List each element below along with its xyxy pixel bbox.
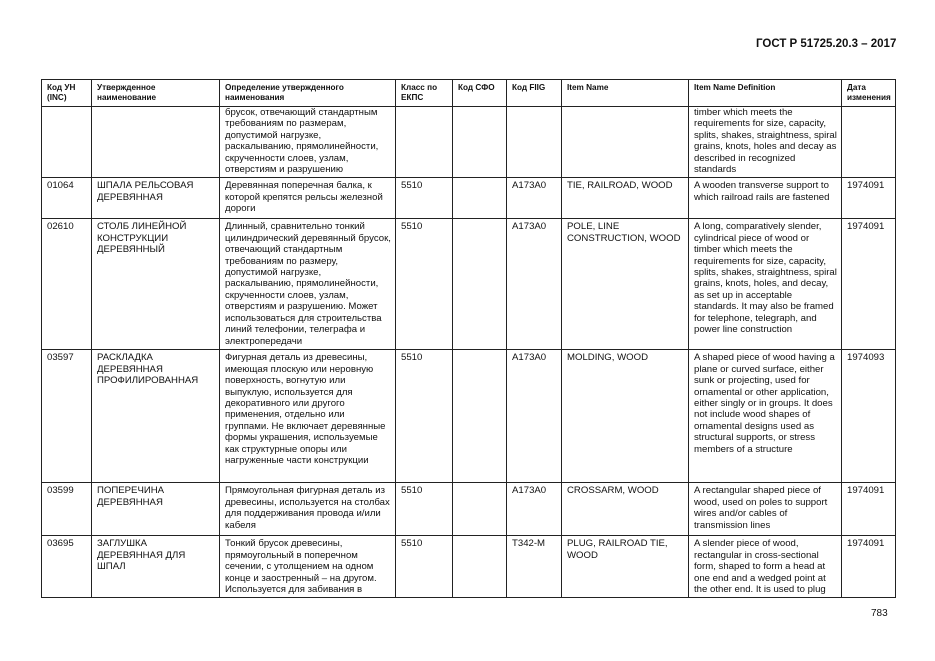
cell-definition: Тонкий брусок древесины, прямоугольный в поперечном сечении, с утолщением на одном конце и заостренный – на другом. Используется для забивания в	[220, 536, 396, 598]
cell-fiig: A173A0	[507, 178, 562, 219]
cell-inc: 01064	[42, 178, 92, 219]
cell-sfo	[453, 536, 507, 598]
cell-name: РАСКЛАДКА ДЕРЕВЯННАЯ ПРОФИЛИРОВАННАЯ	[92, 350, 220, 483]
cell-fiig: A173A0	[507, 483, 562, 536]
table-header-row	[42, 80, 896, 107]
cell-item-name: CROSSARM, WOOD	[562, 483, 689, 536]
cell-date: 1974091	[842, 536, 896, 598]
header-inc: Код УН (INC)	[42, 80, 92, 107]
cell-inc: 02610	[42, 219, 92, 350]
cell-sfo	[453, 178, 507, 219]
cell-definition: Фигурная деталь из древесины, имеющая плоскую или неровную поверхность, вогнутую или выпуклую, используется для декоративного или другого применения, отдельно или группами. Не включает деревянные формы украшения, используемые как структурные опоры или нагруженные части конструкции	[220, 350, 396, 483]
header-change-date: Дата изменения	[842, 80, 896, 107]
cell-definition: Деревянная поперечная балка, к которой крепятся рельсы железной дороги	[220, 178, 396, 219]
header-ekps-class: Класс по ЕКПС	[396, 80, 453, 107]
cell-class	[396, 107, 453, 178]
cell-class: 5510	[396, 536, 453, 598]
cell-item-definition: A shaped piece of wood having a plane or curved surface, either sunk or projecting, used for ornamental or other application, either singly or in groups. It does not include wood shapes of ornamental designs used as structural supports, or stress members of a structure	[689, 350, 842, 483]
cell-name: СТОЛБ ЛИНЕЙНОЙ КОНСТРУКЦИИ ДЕРЕВЯННЫЙ	[92, 219, 220, 350]
cell-item-definition: timber which meets the requirements for size, capacity, splits, shakes, straightness, spiral grains, knots, holes and decay as described in recognized standards	[689, 107, 842, 178]
cell-item-name	[562, 107, 689, 178]
cell-inc: 03597	[42, 350, 92, 483]
header-item-name-definition: Item Name Definition	[689, 80, 842, 107]
cell-item-name: PLUG, RAILROAD TIE, WOOD	[562, 536, 689, 598]
header-sfo-code: Код СФО	[453, 80, 507, 107]
cell-inc: 03695	[42, 536, 92, 598]
table-row	[42, 107, 896, 178]
cell-item-definition: A long, comparatively slender, cylindrical piece of wood or timber which meets the requirements for size, capacity, splits, shakes, straightness, spiral grains, knots, holes, and decay, as set up in acceptable standards. It may also be framed for telephone, telegraph, and power line construction	[689, 219, 842, 350]
cell-date: 1974091	[842, 178, 896, 219]
cell-fiig: T342-M	[507, 536, 562, 598]
cell-class: 5510	[396, 483, 453, 536]
cell-item-name: TIE, RAILROAD, WOOD	[562, 178, 689, 219]
table-row	[42, 178, 896, 219]
cell-date: 1974091	[842, 483, 896, 536]
cell-name: ПОПЕРЕЧИНА ДЕРЕВЯННАЯ	[92, 483, 220, 536]
cell-sfo	[453, 219, 507, 350]
cell-item-name: MOLDING, WOOD	[562, 350, 689, 483]
header-item-name: Item Name	[562, 80, 689, 107]
cell-fiig: A173A0	[507, 219, 562, 350]
table-row	[42, 483, 896, 536]
cell-item-name: POLE, LINE CONSTRUCTION, WOOD	[562, 219, 689, 350]
table-row	[42, 350, 896, 483]
cell-name	[92, 107, 220, 178]
cell-sfo	[453, 107, 507, 178]
cell-fiig	[507, 107, 562, 178]
cell-item-definition: A wooden transverse support to which railroad rails are fastened	[689, 178, 842, 219]
cell-name: ШПАЛА РЕЛЬСОВАЯ ДЕРЕВЯННАЯ	[92, 178, 220, 219]
header-fiig-code: Код FIIG	[507, 80, 562, 107]
table-row	[42, 219, 896, 350]
header-approved-definition: Определение утвержденного наименования	[220, 80, 396, 107]
header-approved-name: Утвержденное наименование	[92, 80, 220, 107]
specification-table	[41, 79, 896, 598]
cell-date: 1974093	[842, 350, 896, 483]
cell-item-definition: A rectangular shaped piece of wood, used on poles to support wires and/or cables of transmission lines	[689, 483, 842, 536]
cell-sfo	[453, 350, 507, 483]
cell-inc: 03599	[42, 483, 92, 536]
cell-fiig: A173A0	[507, 350, 562, 483]
cell-date: 1974091	[842, 219, 896, 350]
cell-item-definition: A slender piece of wood, rectangular in cross-sectional form, shaped to form a head at one end and a wedged point at the other end. It is used to plug	[689, 536, 842, 598]
cell-definition: Прямоугольная фигурная деталь из древесины, используется на столбах для поддерживания провода и/или кабеля	[220, 483, 396, 536]
page-number: 783	[871, 608, 888, 619]
cell-class: 5510	[396, 350, 453, 483]
cell-definition: брусок, отвечающий стандартным требованиям по размерам, допустимой нагрузке, раскалыванию, прямолинейности, скрученности слоев, узлам, отверстиям и разрушению	[220, 107, 396, 178]
cell-sfo	[453, 483, 507, 536]
table-row	[42, 536, 896, 598]
cell-inc	[42, 107, 92, 178]
cell-name: ЗАГЛУШКА ДЕРЕВЯННАЯ ДЛЯ ШПАЛ	[92, 536, 220, 598]
document-id: ГОСТ Р 51725.20.3 – 2017	[756, 38, 897, 50]
cell-definition: Длинный, сравнительно тонкий цилиндрический деревянный брусок, отвечающий стандартным требованиям по размеру, допустимой нагрузке, раскалыванию, прямолинейности, скрученности слоев, узлам, отверстиям и разрушению. Может использоваться для строительства линий телефонии, телеграфа и электропередачи	[220, 219, 396, 350]
cell-date	[842, 107, 896, 178]
cell-class: 5510	[396, 178, 453, 219]
cell-class: 5510	[396, 219, 453, 350]
